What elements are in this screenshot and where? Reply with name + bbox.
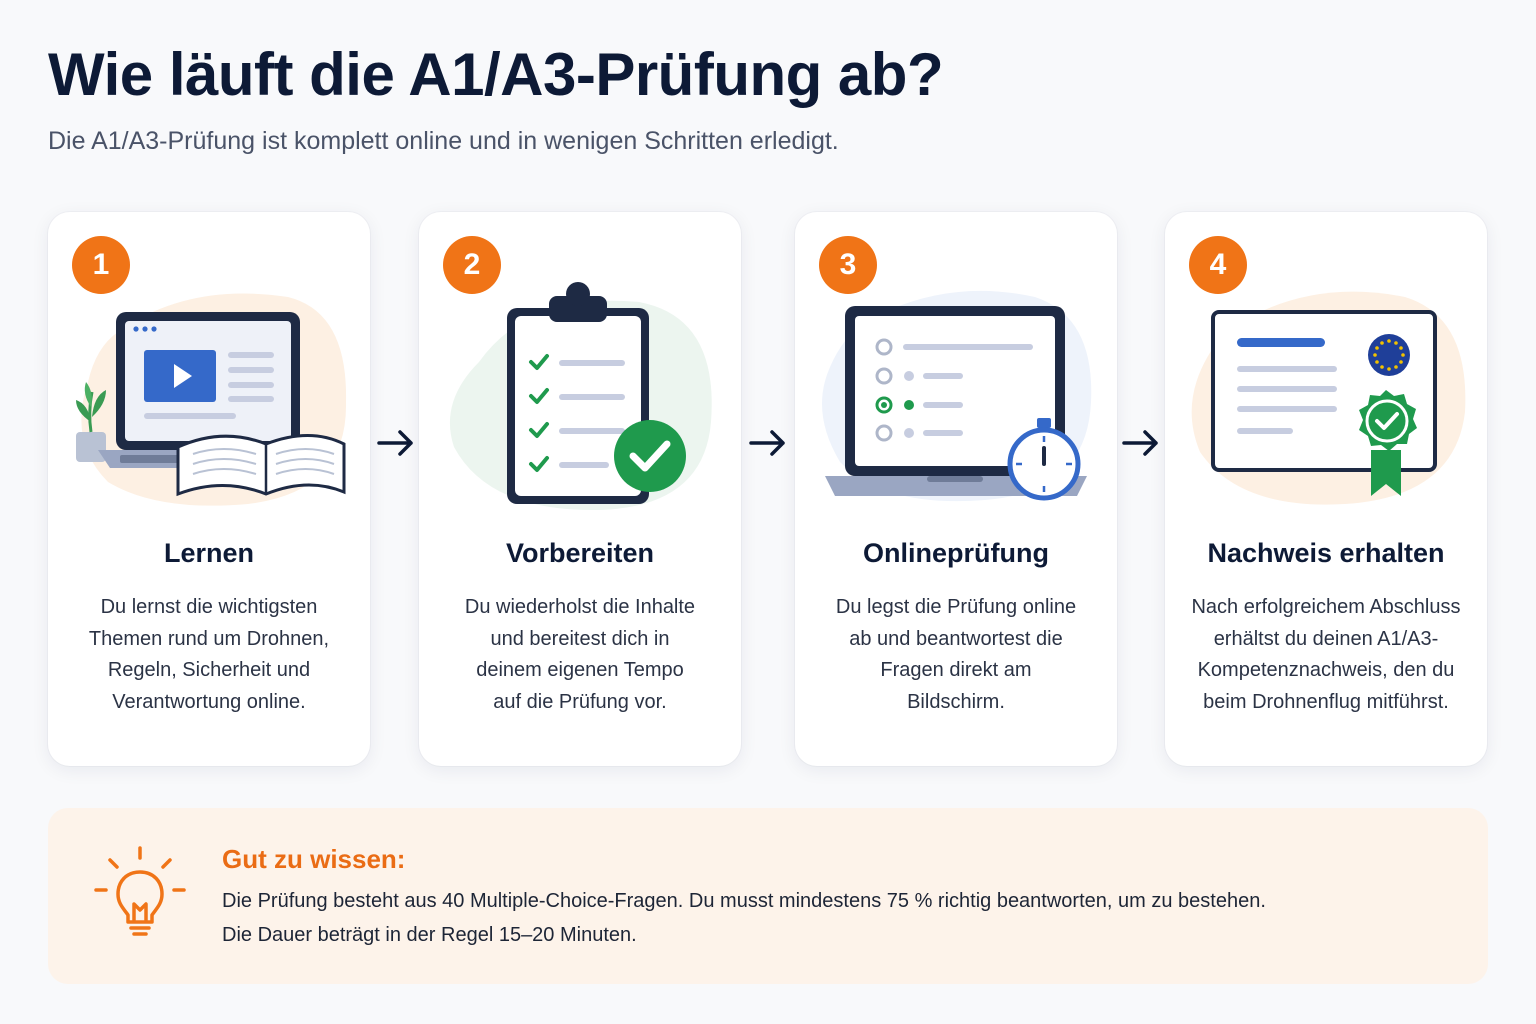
info-title: Gut zu wissen: — [222, 844, 406, 874]
arrow-right-icon — [376, 428, 416, 458]
step-description: Du wiederholst die Inhalte und bereitest dich in deinem eigenen Tempo auf die Prüfung vor. — [464, 596, 696, 713]
info-box — [48, 808, 1488, 984]
step-description: Du lernst die wichtigsten Themen rund um Drohnen, Regeln, Sicherheit und Verantwortung online. — [88, 596, 330, 713]
certificate-eu-seal-icon — [1165, 272, 1487, 522]
info-text-line: Die Dauer beträgt in der Regel 15–20 Minuten. — [222, 924, 637, 946]
step-number-badge: 4 — [1189, 236, 1247, 294]
step-number-badge: 3 — [819, 236, 877, 294]
step-number-badge: 1 — [72, 236, 130, 294]
step-card-certificate — [1165, 212, 1487, 766]
step-title: Vorbereiten — [505, 538, 655, 568]
info-text-line: Die Prüfung besteht aus 40 Multiple-Choice-Fragen. Du musst mindestens 75 % richtig beantworten, um zu bestehen. — [222, 890, 1266, 912]
step-number-badge: 2 — [443, 236, 501, 294]
clipboard-checklist-icon — [419, 272, 741, 522]
arrow-right-icon — [748, 428, 788, 458]
laptop-video-book-icon — [48, 272, 370, 522]
step-card-prepare — [419, 212, 741, 766]
step-title: Nachweis erhalten — [1207, 538, 1445, 568]
page-title: Wie läuft die A1/A3-Prüfung ab? — [48, 41, 944, 108]
step-description: Du legst die Prüfung online ab und beantwortest die Fragen direkt am Bildschirm. — [835, 596, 1077, 713]
arrow-right-icon — [1121, 428, 1161, 458]
step-title: Lernen — [163, 538, 255, 568]
step-description: Nach erfolgreichem Abschluss erhältst du deinen A1/A3- Kompetenznachweis, den du beim Drohnenflug mitführst. — [1191, 596, 1461, 713]
step-card-online-exam — [795, 212, 1117, 766]
lightbulb-icon — [92, 844, 188, 944]
laptop-quiz-stopwatch-icon — [795, 272, 1117, 522]
step-title: Onlineprüfung — [863, 538, 1049, 568]
page-subtitle: Die A1/A3-Prüfung ist komplett online und in wenigen Schritten erledigt. — [48, 127, 839, 155]
step-card-learn — [48, 212, 370, 766]
